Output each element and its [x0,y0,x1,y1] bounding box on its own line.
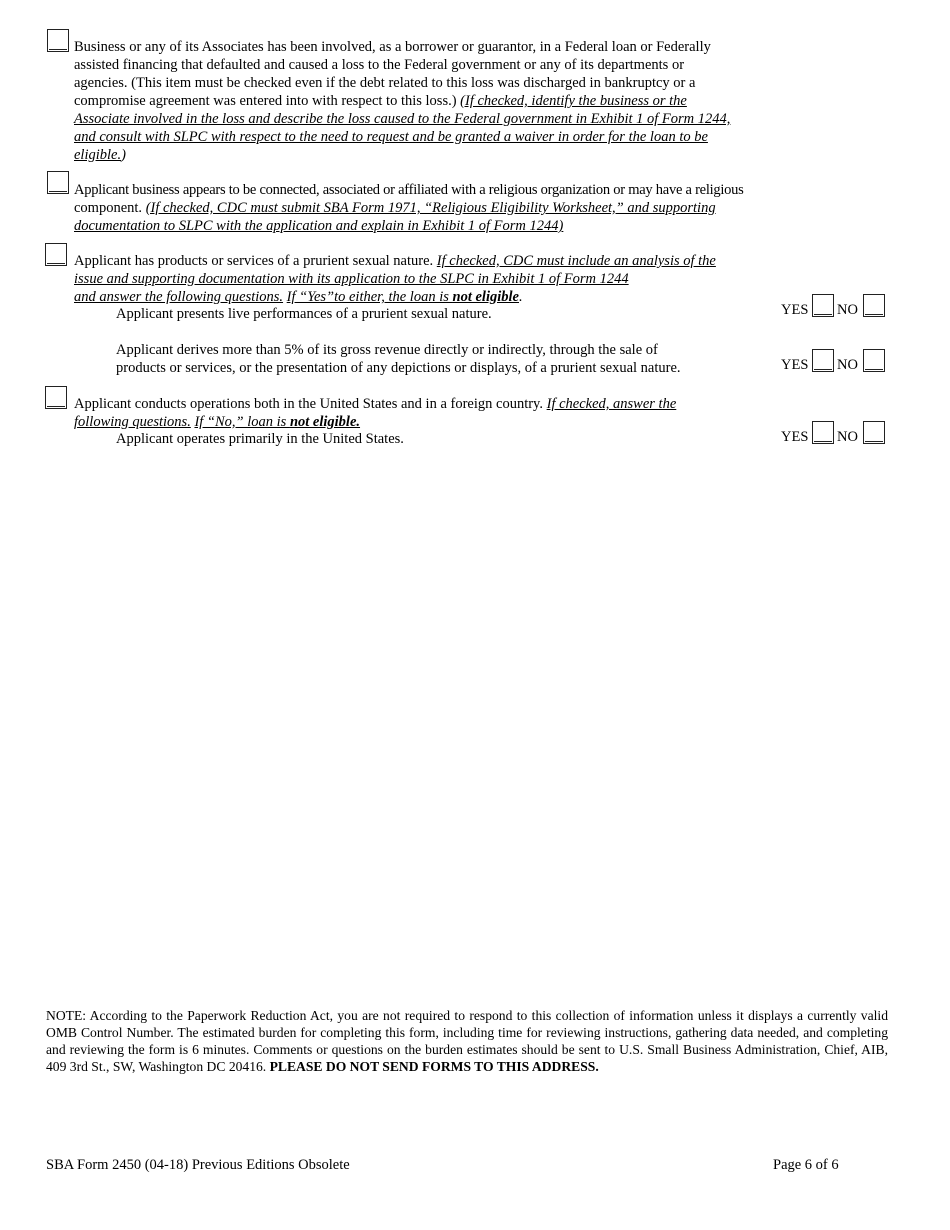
item-text: compromise agreement was entered into with respect to this loss.) [74,93,461,109]
item-instruction: following questions. [74,414,191,430]
item-instruction: eligible. [74,147,122,163]
question-text: Applicant presents live performances of a prurient sexual nature. [116,306,492,322]
item-instruction-part: If “No,” loan is [194,414,290,430]
paperwork-reduction-note [46,1007,888,1075]
item-instruction: and consult with SLPC with respect to the need to request and be granted a waiver in order for the loan to be [74,129,708,145]
not-eligible-emphasis: not eligible [452,289,519,305]
item-text: component. [74,200,146,216]
item-text: . [518,289,523,305]
item-instruction: documentation to SLPC with the application and explain in Exhibit 1 of Form 1244) [74,218,564,234]
question-gross-revenue [116,341,681,377]
yes-checkbox[interactable] [812,349,834,372]
yes-no-operates-us [781,421,891,445]
footer-page-number: Page 6 of 6 [773,1157,839,1173]
item-instruction: issue and supporting documentation with its application to the SLPC in Exhibit 1 of Form 1244 [74,271,629,287]
question-text: Applicant operates primarily in the United States. [116,431,404,447]
question-operates-us [116,430,404,448]
item-federal-loss [74,38,730,164]
item-text: Business or any of its Associates has been involved, as a borrower or guarantor, in a Federal loan or Federally [74,39,711,55]
question-text: products or services, or the presentation of any depictions or displays, of a prurient sexual nature. [116,360,681,376]
item-text: Applicant has products or services of a prurient sexual nature. [74,253,437,269]
item-instruction [287,289,519,305]
no-label: NO [837,429,858,445]
yes-checkbox[interactable] [812,294,834,317]
yes-label: YES [781,429,809,445]
item-prurient [74,252,716,306]
yes-label: YES [781,302,809,318]
question-text: Applicant derives more than 5% of its gross revenue directly or indirectly, through the sale of [116,342,658,358]
item-instruction: and answer the following questions. [74,289,284,305]
item-text: agencies. (This item must be checked even if the debt related to this loss was discharged in bankruptcy or a [74,75,696,91]
no-label: NO [837,302,858,318]
item-text: Applicant conducts operations both in the United States and in a foreign country. [74,396,547,412]
item-text: Applicant business appears to be connected, associated or affiliated with a religious organization or may have a religious [74,182,744,198]
item-instruction: Associate involved in the loss and describe the loss caused to the Federal government in Exhibit 1 of Form 1244, [74,111,731,127]
checkbox-federal-loss[interactable] [47,29,69,52]
item-foreign-operations [74,395,676,431]
footer-form-id: SBA Form 2450 (04-18) Previous Editions Obsolete [46,1157,350,1173]
item-religious [74,181,744,235]
item-instruction-part: If “Yes”to either, the loan is [286,289,453,305]
question-live-performances [116,305,492,323]
yes-label: YES [781,357,809,373]
item-instruction [194,414,360,430]
no-label: NO [837,357,858,373]
yes-checkbox[interactable] [812,421,834,444]
note-text: NOTE: According to the Paperwork Reduction Act, you are not required to respond to this collection of information unless it displays a currently valid OMB Control Number. The estimated burden for completing this form, including time for reviewing instructions, gathering data needed, and completing and reviewing the form is 6 minutes. Comments or questions on the burden estimates should be sent to U.S. Small Business Administration, Chief, AIB, 409 3rd St., SW, Washington DC 20416. [46,1008,888,1074]
yes-no-gross-revenue [781,349,891,373]
checkbox-religious[interactable] [47,171,69,194]
no-checkbox[interactable] [863,294,885,317]
item-text: assisted financing that defaulted and caused a loss to the Federal government or any of its departments or [74,57,685,73]
checkbox-foreign-operations[interactable] [45,386,67,409]
item-instruction: If checked, answer the [546,396,677,412]
item-text: ) [121,147,126,163]
no-checkbox[interactable] [863,349,885,372]
no-checkbox[interactable] [863,421,885,444]
yes-no-live-performances [781,294,891,318]
note-warning: PLEASE DO NOT SEND FORMS TO THIS ADDRESS. [269,1059,599,1074]
item-instruction: (If checked, CDC must submit SBA Form 1971, “Religious Eligibility Worksheet,” and supporting [145,200,716,216]
item-instruction: If checked, CDC must include an analysis of the [436,253,716,269]
checkbox-prurient[interactable] [45,243,67,266]
not-eligible-emphasis: not eligible. [289,414,361,430]
item-instruction: (If checked, identify the business or the [460,93,687,109]
